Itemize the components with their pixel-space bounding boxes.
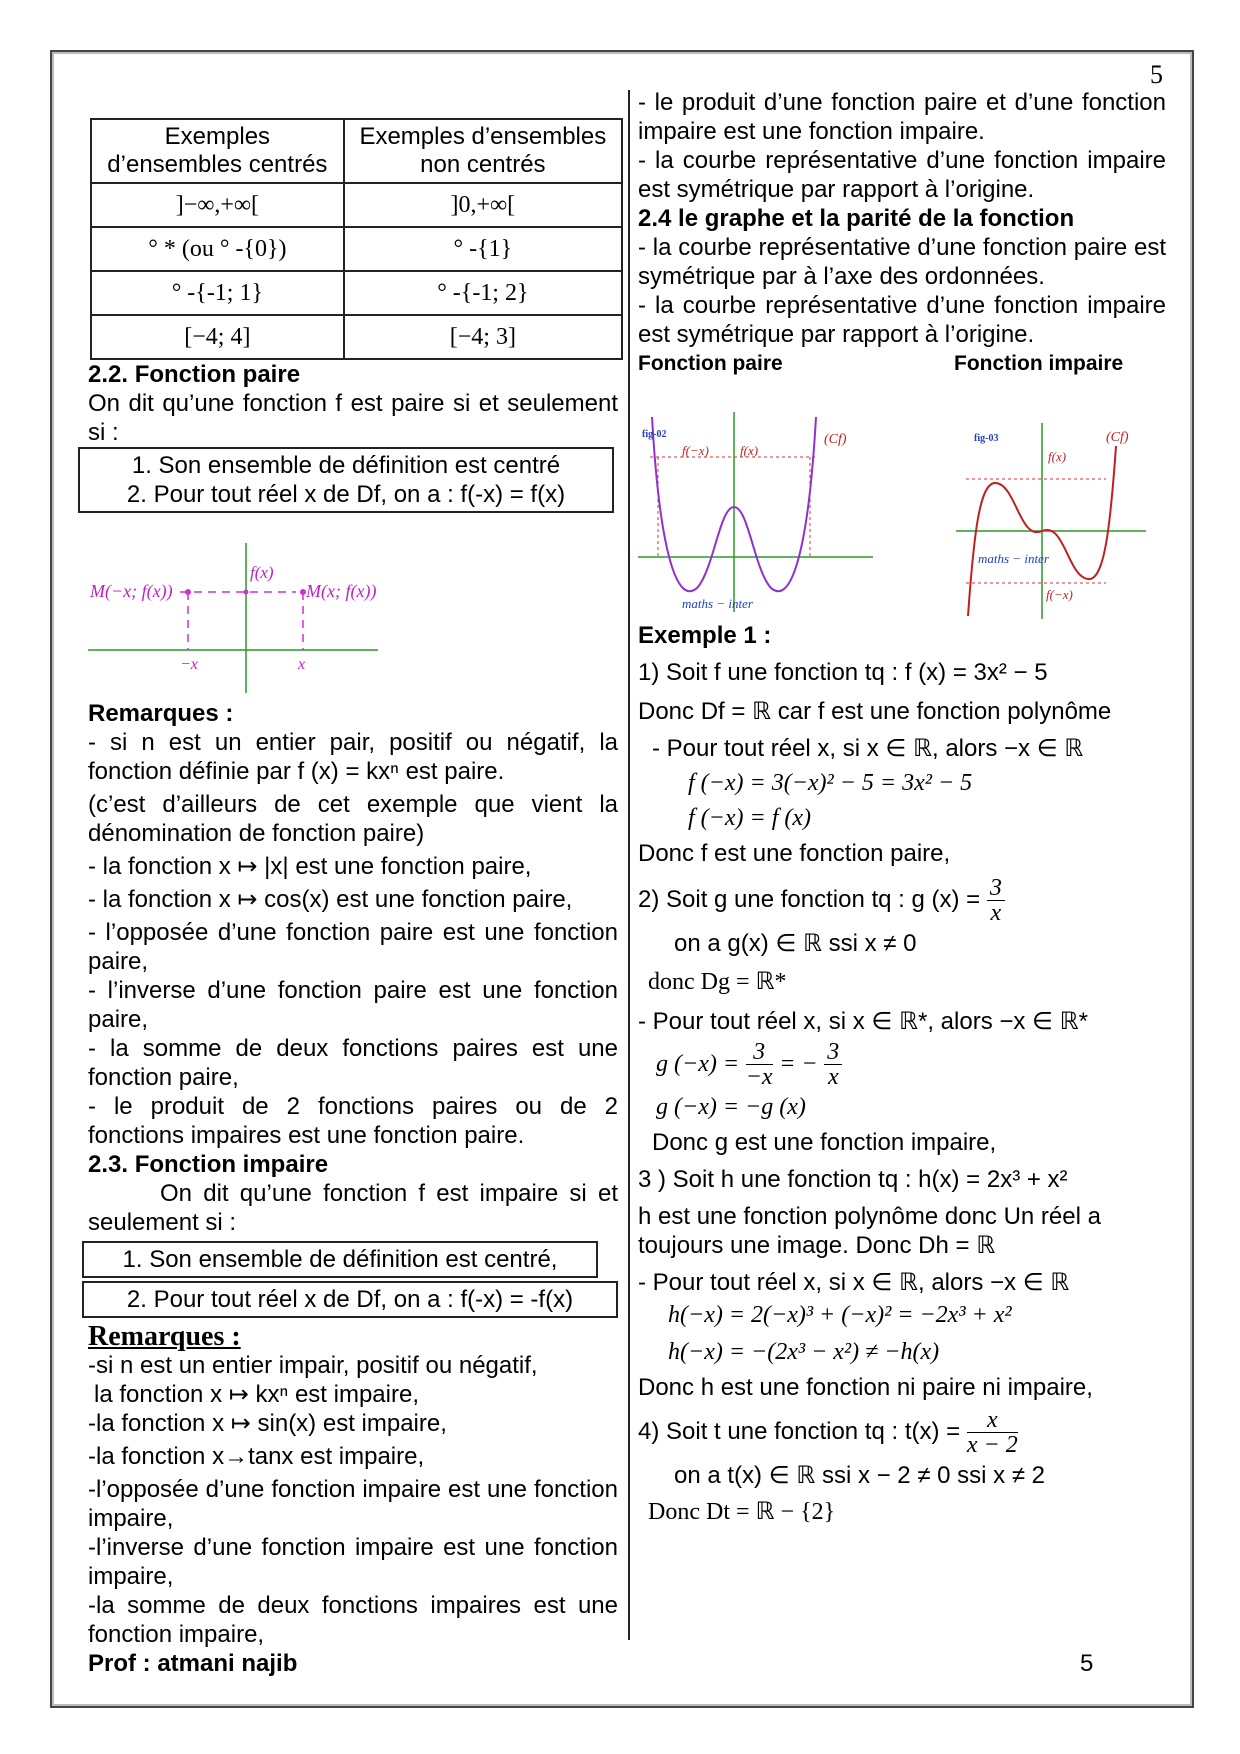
remark-1-6: - l’inverse d’une fonction paire est une fonction paire, [88,977,618,1033]
ex1-line-5: f (−x) = f (x) [688,805,811,831]
ex2-line-3: donc Dg = ℝ* [648,969,787,995]
table-cell: [−4; 3] [344,315,622,359]
remark-2-5: -l’opposée d’une fonction impaire est une fonction impaire, [88,1476,618,1532]
figure-labels [638,349,1166,377]
table-header-non-centered: Exemples d’ensembles non centrés [344,119,622,183]
table-row [91,315,622,359]
remark-2-6: -l’inverse d’une fonction impaire est une fonction impaire, [88,1534,618,1590]
remark-1-5: - l’opposée d’une fonction paire est une fonction paire, [88,919,618,975]
fig-tag: fig-03 [974,433,999,444]
page-number-top: 5 [1150,60,1163,89]
ex3-line-6: Donc h est une fonction ni paire ni impaire, [638,1374,1093,1401]
fraction-numerator: 3 [746,1040,773,1065]
ex4-line-2: on a t(x) ∈ ℝ ssi x − 2 ≠ 0 ssi x ≠ 2 [674,1462,1046,1489]
ex1-line-3: - Pour tout réel x, si x ∈ ℝ, alors −x ∈ ℝ [652,735,1084,762]
graph-even-text: - la courbe représentative d’une fonction paire est symétrique par à l’axe des ordonnées. [638,234,1166,290]
right-column [638,88,1166,1527]
ex3-line-4: h(−x) = 2(−x)³ + (−x)² = −2x³ + x² [668,1302,1012,1328]
table-cell: ° -{1} [344,227,622,271]
fraction-denominator: −x [745,1064,773,1090]
graph-odd-text: - la courbe représentative d’une fonction impaire est symétrique par rapport à l’origine. [638,292,1166,348]
section-title-odd: 2.3. Fonction impaire [88,1151,329,1178]
ex2-line-1 [638,876,1166,925]
fig-label-f-pos: f(x) [740,443,759,458]
ex3-line-1: 3 ) Soit h une fonction tq : h(x) = 2x³ + x² [638,1166,1068,1193]
figures-row [638,377,1166,617]
label-x: x [298,656,306,673]
fig-label-curve: (Cf) [1106,430,1129,445]
label-neg-x: −x [180,656,198,673]
label-even-function: Fonction paire [638,352,783,375]
ex2-fraction [987,876,1005,925]
remark-2-3: -la fonction x ↦ sin(x) est impaire, [88,1410,447,1437]
fraction-numerator: 3 [987,876,1005,901]
even-symmetry-diagram [88,543,388,693]
remark-2-1: -si n est un entier impair, positif ou négatif, [88,1352,538,1379]
odd-condition-1-box [82,1241,598,1278]
ex2-fraction-b [824,1040,842,1089]
ex3-line-3: - Pour tout réel x, si x ∈ ℝ, alors −x ∈ ℝ [638,1269,1070,1296]
even-intro: On dit qu’une fonction f est paire si et seulement si : [88,390,618,446]
remark-1-1: - si n est un entier pair, positif ou négatif, la fonction définie par f (x) = kxⁿ est paire. [88,729,618,785]
ex1-line-2: Donc Df = ℝ car f est une fonction polynôme [638,698,1112,725]
ex4-line-1 [638,1408,1166,1457]
ex1-line-1: 1) Soit f une fonction tq : f (x) = 3x² − 5 [638,659,1048,686]
point-left [185,589,191,595]
table-cell: ° * (ou ° -{0}) [91,227,344,271]
ex2-line-2: on a g(x) ∈ ℝ ssi x ≠ 0 [674,930,917,957]
table-row [91,271,622,315]
centered-sets-table [90,118,623,360]
odd-condition-1: 1. Son ensemble de définition est centré, [122,1246,558,1273]
fraction-numerator: x [967,1408,1018,1433]
ex2-line-6: g (−x) = −g (x) [656,1094,806,1120]
ex2-g-neg: g (−x) = [656,1050,740,1077]
label-odd-function: Fonction impaire [954,352,1124,375]
remarks-title-2: Remarques : [88,1321,241,1352]
ex1-line-6: Donc f est une fonction paire, [638,840,951,867]
footer-author [88,1650,297,1678]
fig-label-curve: (Cf) [824,432,847,447]
label-fx: f(x) [250,563,274,582]
remark-1-8: - le produit de 2 fonctions paires ou de 2 fonctions impaires est une fonction paire. [88,1093,618,1149]
ex4-prefix: 4) Soit t une fonction tq : t(x) = [638,1417,961,1445]
table-header-centered: Exemples d’ensembles centrés [91,119,344,183]
ex2-line-5: g (−x) = $\frac{3}{-x}$ = − $\frac{3}{x}$ [656,1040,1166,1089]
even-conditions-box [78,447,614,513]
point-axis [244,590,249,595]
remark-2-4: -la fonction x→tanx est impaire, [88,1443,425,1470]
ex4-line-3: Donc Dt = ℝ − {2} [648,1499,836,1525]
fig-label-f-neg: f(−x) [1046,587,1073,602]
even-condition-1: 1. Son ensemble de définition est centré [131,452,561,479]
ex2-line-4: - Pour tout réel x, si x ∈ ℝ*, alors −x ∈ ℝ* [638,1008,1088,1035]
table-cell: ° -{-1; 2} [344,271,622,315]
ex2-prefix: 2) Soit g une fonction tq : g (x) = [638,885,981,913]
fig-label-f-pos: f(x) [1048,449,1067,464]
fraction-numerator: 3 [824,1040,842,1065]
odd-curve-remark: - la courbe représentative d’une fonction impaire est symétrique par rapport à l’origine. [638,147,1166,203]
ex2-fraction-a [746,1040,773,1089]
odd-function-figure [956,421,1156,621]
odd-condition-2: 2. Pour tout réel x de Df, on a : f(-x) = -f(x) [126,1286,574,1313]
remark-1-4: - la fonction x ↦ cos(x) est une fonction paire, [88,886,573,913]
fraction-denominator: x [827,1064,839,1090]
label-left-point: M(−x; f(x)) [90,581,173,601]
table-cell: [−4; 4] [91,315,344,359]
section-title-graph: 2.4 le graphe et la parité de la fonction [638,205,1075,232]
even-condition-2: 2. Pour tout réel x de Df, on a : f(-x) = f(x) [126,481,566,508]
remark-1-7: - la somme de deux fonctions paires est une fonction paire, [88,1035,618,1091]
odd-condition-2-box [82,1281,618,1318]
section-title-even: 2.2. Fonction paire [88,361,301,388]
footer-page-number: 5 [1080,1650,1094,1677]
remark-2-7: -la somme de deux fonctions impaires est une fonction impaire, [88,1592,618,1648]
ex2-line-7: Donc g est une fonction impaire, [652,1129,997,1156]
ex3-line-2: h est une fonction polynôme donc Un réel a toujours une image. Donc Dh = ℝ [638,1203,1101,1259]
example-title: Exemple 1 : [638,622,772,649]
column-divider [628,90,630,1640]
fig-label-f-neg: f(−x) [682,443,709,458]
ex4-fraction [967,1408,1018,1457]
ex3-line-5: h(−x) = −(2x³ − x²) ≠ −h(x) [668,1339,940,1365]
left-column [88,118,618,1649]
fig-credit: maths − inter [978,551,1049,566]
fig-credit: maths − inter [682,596,753,611]
label-right-point: M(x; f(x)) [306,581,377,601]
fraction-denominator: x − 2 [966,1432,1018,1458]
odd-intro: On dit qu’une fonction f est impaire si et seulement si : [88,1180,618,1236]
fig-tag: fig-02 [642,429,667,440]
author-text: Prof : atmani najib [88,1650,298,1677]
table-cell: ° -{-1; 1} [91,271,344,315]
ex1-line-4: f (−x) = 3(−x)² − 5 = 3x² − 5 [688,770,973,796]
table-row [91,227,622,271]
odd-product-remark: - le produit d’une fonction paire et d’une fonction impaire est une fonction impaire. [638,89,1166,145]
even-function-figure [638,407,878,617]
remark-1-3: - la fonction x ↦ |x| est une fonction paire, [88,853,532,880]
table-row [91,183,622,227]
remarks-title-1: Remarques : [88,700,234,727]
table-cell: ]−∞,+∞[ [91,183,344,227]
fraction-denominator: x [990,900,1002,926]
remark-2-2: la fonction x ↦ kxⁿ est impaire, [94,1381,419,1408]
table-cell: ]0,+∞[ [344,183,622,227]
remark-1-2: (c’est d’ailleurs de cet exemple que vient la dénomination de fonction paire) [88,791,618,847]
